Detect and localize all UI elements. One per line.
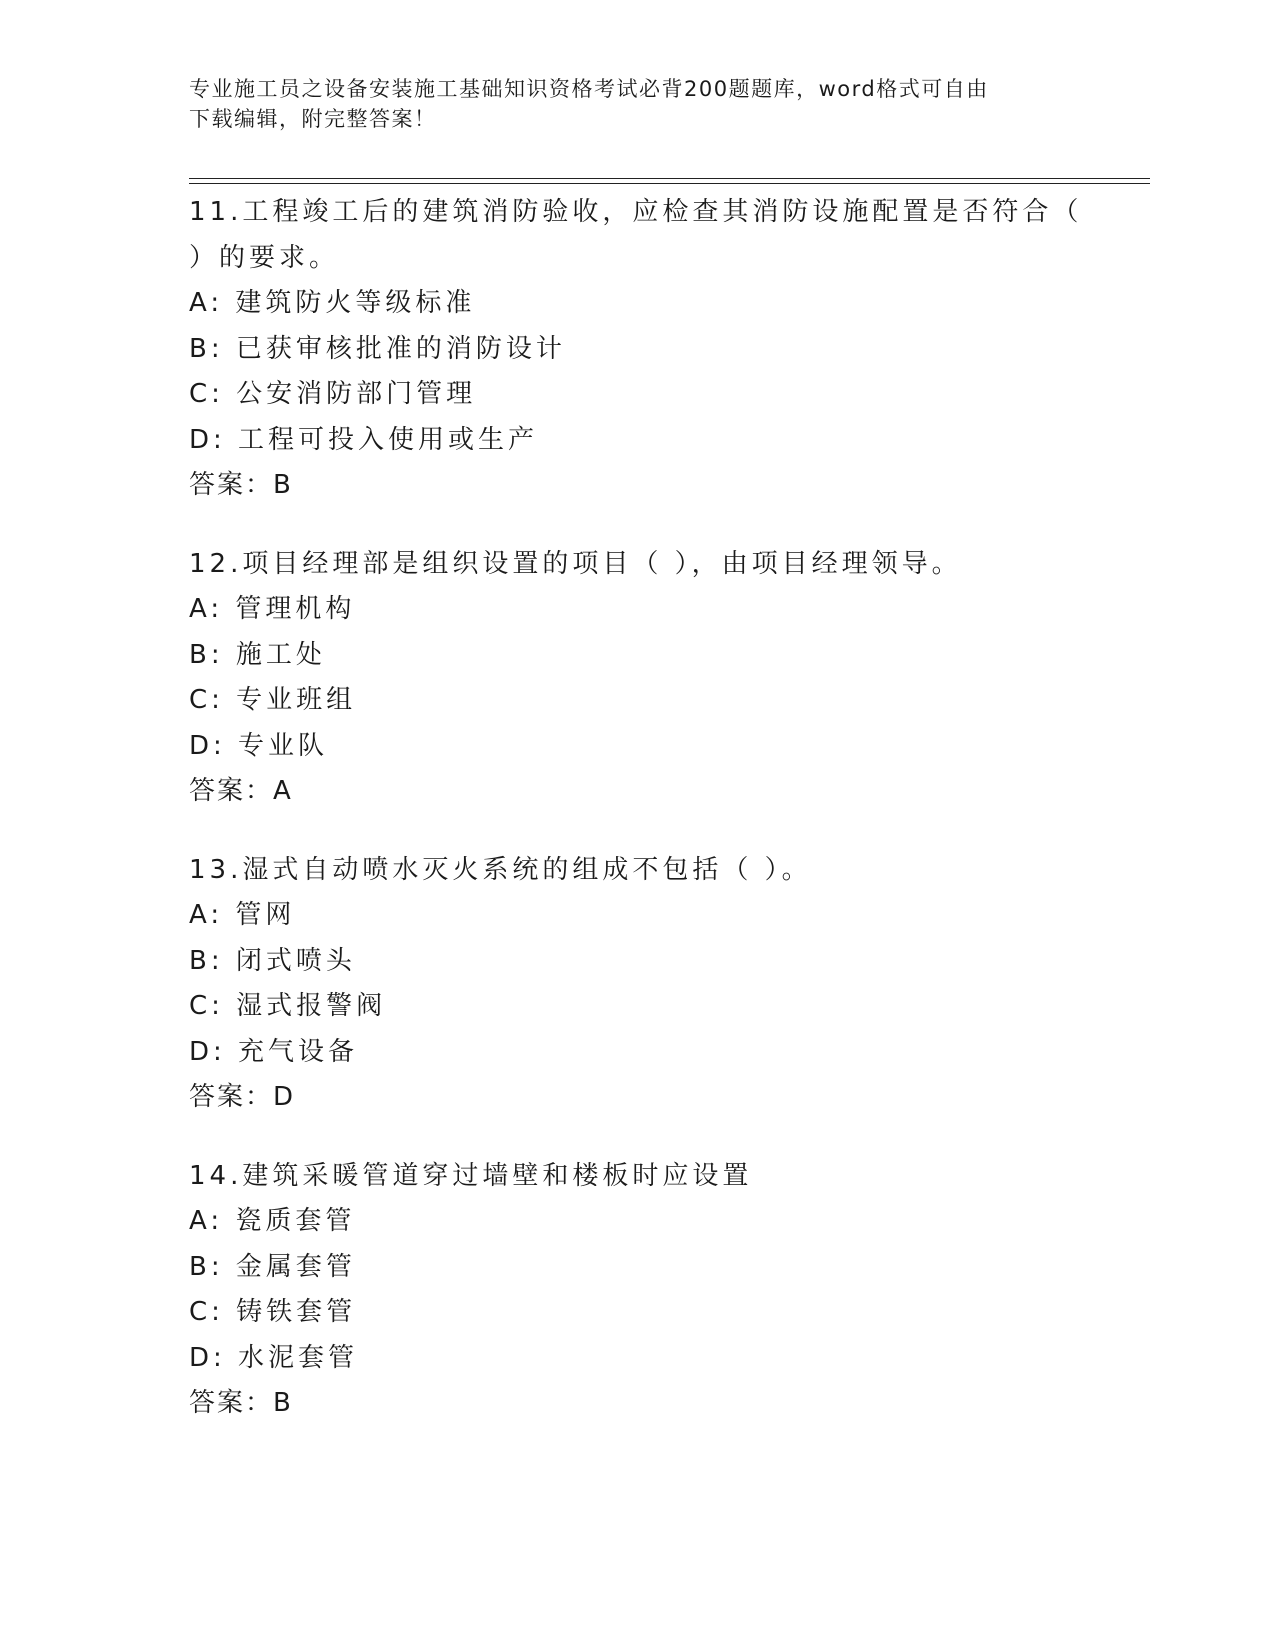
option-c: C: 湿式报警阀 xyxy=(189,991,387,1021)
option-d: D: 专业队 xyxy=(189,730,329,761)
header-line-2: 下载编辑，附完整答案！ xyxy=(189,107,437,131)
option-b: B: 闭式喷头 xyxy=(189,945,356,976)
option-a: A: 管理机构 xyxy=(189,594,356,624)
question-stem-line-1: 11.工程竣工后的建筑消防验收，应检查其消防设施配置是否符合（ xyxy=(189,197,1083,227)
header-divider-bottom xyxy=(189,183,1150,184)
question-stem-line-1: 12.项目经理部是组织设置的项目（ ），由项目经理领导。 xyxy=(189,548,962,579)
answer-line: 答案：B xyxy=(189,1388,293,1418)
question-12 xyxy=(189,542,1089,815)
option-b: B: 施工处 xyxy=(189,639,326,670)
option-a: A: 建筑防火等级标准 xyxy=(189,288,476,318)
option-c: C: 专业班组 xyxy=(189,685,357,715)
answer-line: 答案：A xyxy=(189,776,293,806)
question-13 xyxy=(189,848,1089,1121)
option-b: B: 已获审核批准的消防设计 xyxy=(189,333,566,364)
question-11 xyxy=(189,190,1089,509)
question-stem-line-1: 14.建筑采暖管道穿过墙壁和楼板时应设置 xyxy=(189,1160,753,1191)
question-14 xyxy=(189,1154,1089,1427)
option-a: A: 管网 xyxy=(189,900,296,930)
document-header xyxy=(189,74,1069,134)
option-c: C: 公安消防部门管理 xyxy=(189,379,477,409)
option-b: B: 金属套管 xyxy=(189,1251,356,1282)
option-d: D: 水泥套管 xyxy=(189,1342,359,1373)
header-line-1: 专业施工员之设备安装施工基础知识资格考试必背200题题库，word格式可自由 xyxy=(189,77,989,101)
header-divider-top xyxy=(189,178,1150,179)
option-c: C: 铸铁套管 xyxy=(189,1297,357,1327)
option-d: D: 工程可投入使用或生产 xyxy=(189,424,539,455)
question-stem-line-2: ）的要求。 xyxy=(189,242,340,273)
question-stem-line-1: 13.湿式自动喷水灭火系统的组成不包括（ ）。 xyxy=(189,854,812,885)
answer-line: 答案：D xyxy=(189,1082,296,1112)
option-d: D: 充气设备 xyxy=(189,1036,359,1067)
answer-line: 答案：B xyxy=(189,470,293,500)
question-list xyxy=(189,190,1089,1460)
option-a: A: 瓷质套管 xyxy=(189,1206,356,1236)
